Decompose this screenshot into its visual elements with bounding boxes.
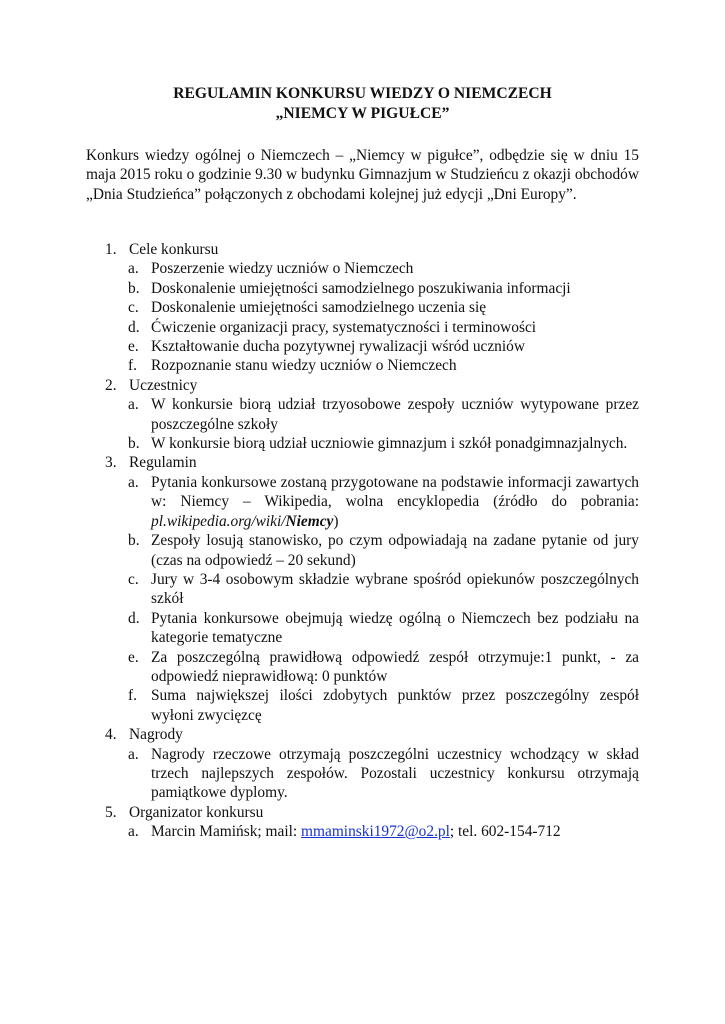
list-item	[0, 298, 725, 317]
section-label: Cele konkursu	[129, 241, 219, 258]
item-text: W konkursie biorą udział trzyosobowe zespoły uczniów wytypowane przez poszczególne szkoły	[151, 396, 639, 433]
rules-list	[0, 240, 725, 842]
section-number: 2.	[105, 376, 117, 394]
section-label: Nagrody	[129, 726, 183, 744]
item-text: Doskonalenie umiejętności samodzielnego uczenia się	[151, 299, 487, 317]
list-item	[0, 822, 725, 841]
section-organizer	[0, 803, 725, 842]
section-rules	[0, 453, 725, 725]
section-prizes	[0, 725, 725, 803]
item-letter: f.	[128, 687, 137, 705]
item-letter: d.	[128, 318, 140, 336]
item-letter: c.	[128, 299, 139, 317]
item-text: W konkursie biorą udział uczniowie gimnazjum i szkół ponadgimnazjalnych.	[151, 435, 628, 453]
item-text: Za poszczególną prawidłową odpowiedź zespół otrzymuje:1 punkt, - za odpowiedź nieprawidłową: 0 punktów	[151, 648, 639, 685]
item-text-end: ; tel. 602-154-712	[449, 823, 561, 841]
list-item	[0, 395, 725, 434]
list-item	[0, 686, 725, 725]
item-text: Kształtowanie ducha pozytywnej rywalizacji wśród uczniów	[151, 338, 525, 356]
section-label: Regulamin	[129, 454, 197, 472]
item-text: Rozpoznanie stanu wiedzy uczniów o Niemczech	[151, 357, 457, 375]
section-number: 4.	[105, 726, 117, 744]
list-item	[0, 648, 725, 687]
list-item	[0, 259, 725, 278]
item-letter: b.	[128, 279, 140, 297]
item-letter: c.	[128, 570, 139, 588]
item-text: Jury w 3-4 osobowym składzie wybrane spośród opiekunów poszczególnych szkół	[151, 570, 639, 608]
section-label: Organizator konkursu	[129, 803, 264, 821]
item-text: Suma największej ilości zdobytych punktów przez poszczególny zespół wyłoni zwycięzcę	[151, 687, 639, 724]
list-item	[0, 473, 725, 531]
item-text: Poszerzenie wiedzy uczniów o Niemczech	[151, 260, 414, 278]
title-line-1: REGULAMIN KONKURSU WIEDZY O NIEMCZECH	[173, 85, 552, 102]
list-item	[0, 279, 725, 298]
section-heading	[0, 376, 725, 395]
email-link[interactable]: mmaminski1972@o2.pl	[301, 823, 450, 841]
item-letter: d.	[128, 609, 140, 627]
section-number: 5.	[105, 803, 117, 821]
item-letter: e.	[128, 648, 139, 666]
item-text: Zespoły losują stanowisko, po czym odpowiadają na zadane pytanie od jury (czas na odpowiedź – 20 sekund)	[151, 532, 639, 569]
item-text: Ćwiczenie organizacji pracy, systematyczności i terminowości	[151, 318, 537, 336]
item-letter: f.	[128, 357, 137, 375]
section-number: 1.	[105, 241, 117, 258]
item-letter: a.	[128, 473, 139, 491]
item-text: Doskonalenie umiejętności samodzielnego poszukiwania informacji	[151, 279, 571, 297]
section-heading	[0, 240, 725, 259]
item-letter: b.	[128, 532, 140, 550]
item-letter: a.	[128, 745, 139, 763]
section-participants	[0, 376, 725, 454]
source-url-page: Niemcy	[285, 512, 334, 530]
section-label: Uczestnicy	[129, 376, 198, 394]
item-letter: a.	[128, 823, 139, 841]
section-heading	[0, 725, 725, 744]
item-text: Pytania konkursowe zostaną przygotowane na podstawie informacji zawartych w: Niemcy – Wikipedia, wolna encyklopedia (źródło do pobrania:	[151, 473, 639, 511]
list-item	[0, 531, 725, 570]
item-letter: a.	[128, 260, 139, 278]
section-number: 3.	[105, 454, 117, 472]
title-line-2: „NIEMCY W PIGUŁCE”	[275, 104, 450, 122]
item-letter: b.	[128, 435, 140, 453]
section-goals	[0, 240, 725, 376]
list-item	[0, 609, 725, 648]
list-item	[0, 570, 725, 609]
item-letter: a.	[128, 396, 139, 414]
intro-paragraph: Konkurs wiedzy ogólnej o Niemczech – „Niemcy w pigułce”, odbędzie się w dniu 15 maja 2015 roku o godzinie 9.30 w budynku Gimnazjum w Studzieńcu z okazji obchodów „Dnia Studzieńca” połączonych z obchodami kolejnej już edycji „Dni Europy”.	[86, 147, 639, 203]
section-heading	[0, 453, 725, 472]
section-heading	[0, 803, 725, 822]
list-item	[0, 318, 725, 337]
item-text: Pytania konkursowe obejmują wiedzę ogólną o Niemczech bez podziału na kategorie tematyczne	[151, 609, 639, 647]
item-letter: e.	[128, 338, 139, 356]
document-title	[0, 84, 725, 123]
item-text: Nagrody rzeczowe otrzymają poszczególni uczestnicy wchodzący w skład trzech najlepszych zespołów. Pozostali uczestnicy konkursu otrzymają pamiątkowe dyplomy.	[151, 745, 639, 802]
list-item	[0, 337, 725, 356]
list-item	[0, 434, 725, 453]
list-item	[0, 356, 725, 375]
list-item	[0, 745, 725, 803]
item-text: Marcin Mamińsk; mail:	[151, 823, 302, 841]
item-text-end: )	[333, 512, 339, 530]
source-url: pl.wikipedia.org/wiki/	[151, 512, 286, 530]
